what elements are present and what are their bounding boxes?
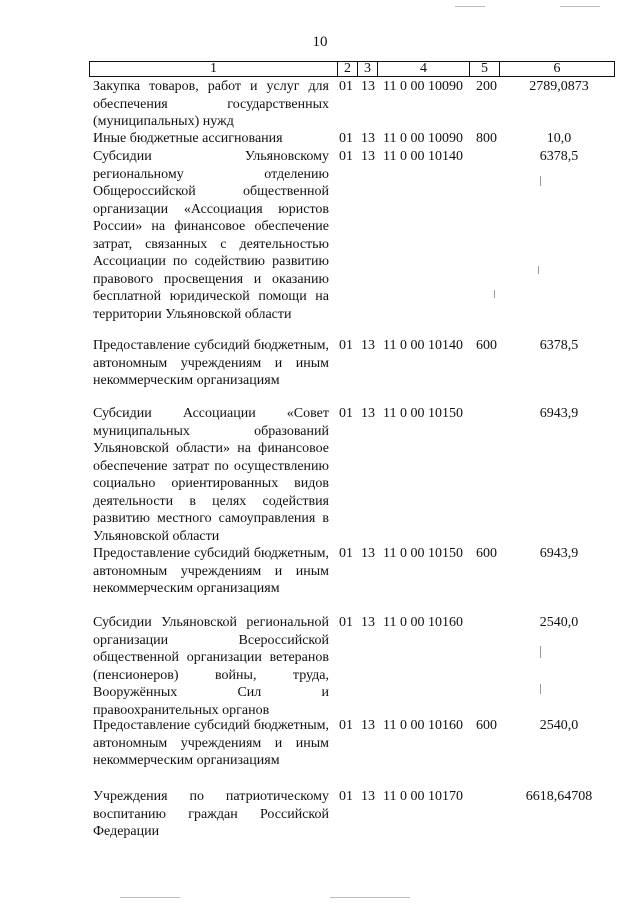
row-name: Субсидии Ассоциации «Совет муниципальных образований Ульяновской области» на финансовое обеспечение затрат по осуществлению социально ориентированных видов деятельности в целях содействия развитию местного самоуправления в Ульяновской области [93,406,329,544]
scan-artifact [560,6,600,7]
row-amount: 6378,5 [539,149,579,164]
row-code-section: 01 [339,338,353,353]
row-code-section: 01 [339,789,353,804]
row-amount: 2789,0873 [529,79,589,94]
row-amount: 6618,64708 [525,789,593,804]
row-code-section: 01 [339,406,353,421]
row-name: Предоставление субсидий бюджетным, автономным учреждениям и иным некоммерческим организациям [93,338,329,388]
scan-artifact [455,6,485,7]
row-name: Закупка товаров, работ и услуг для обеспечения государственных (муниципальных) нужд [93,79,329,129]
row-target-article: 11 0 00 10160 [383,718,463,733]
row-target-article: 11 0 00 10150 [383,546,463,561]
row-target-article: 11 0 00 10090 [383,79,463,94]
row-code-subsection: 13 [361,79,375,94]
row-amount: 6943,9 [539,546,579,561]
row-name: Предоставление субсидий бюджетным, автономным учреждениям и иным некоммерческим организациям [93,546,329,596]
row-name: Иные бюджетные ассигнования [93,131,283,146]
row-name: Субсидии Ульяновской региональной организации Всероссийской общественной организации ветеранов (пенсионеров) войны, труда, Вооружённых Сил и правоохранительных органов [93,615,329,718]
header-col-5: 5 [470,62,500,77]
row-expense-type: 600 [476,338,497,353]
scan-artifact [494,290,495,298]
row-code-section: 01 [339,131,353,146]
row-target-article: 11 0 00 10170 [383,789,463,804]
row-name: Субсидии Ульяновскому региональному отделению Общероссийской общественной организации «Ассоциация юристов России» на финансовое обеспечение затрат, связанных с деятельностью Ассоциации по содействию развитию правового просвещения и оказанию бесплатной юридической помощи на территории Ульяновской области [93,149,329,322]
header-col-6: 6 [500,62,615,77]
row-code-subsection: 13 [361,406,375,421]
row-code-section: 01 [339,79,353,94]
row-name: Учреждения по патриотическому воспитанию граждан Российской Федерации [93,789,329,839]
row-code-section: 01 [339,149,353,164]
row-target-article: 11 0 00 10160 [383,615,463,630]
row-code-subsection: 13 [361,338,375,353]
scan-artifact [538,266,539,274]
row-code-section: 01 [339,718,353,733]
row-code-subsection: 13 [361,546,375,561]
row-amount: 10,0 [546,131,572,146]
row-code-subsection: 13 [361,149,375,164]
row-code-subsection: 13 [361,718,375,733]
row-amount: 2540,0 [539,615,579,630]
page-number: 10 [312,34,328,50]
row-code-section: 01 [339,546,353,561]
header-col-3: 3 [358,62,378,77]
row-target-article: 11 0 00 10140 [383,338,463,353]
header-col-1: 1 [90,62,338,77]
scan-artifact [540,684,541,694]
row-code-section: 01 [339,615,353,630]
row-code-subsection: 13 [361,789,375,804]
header-col-2: 2 [338,62,358,77]
scan-artifact [540,646,541,658]
row-expense-type: 800 [476,131,497,146]
row-expense-type: 600 [476,718,497,733]
row-target-article: 11 0 00 10150 [383,406,463,421]
row-amount: 6943,9 [539,406,579,421]
row-amount: 6378,5 [539,338,579,353]
row-expense-type: 200 [476,79,497,94]
row-expense-type: 600 [476,546,497,561]
row-code-subsection: 13 [361,615,375,630]
scan-artifact [540,176,541,186]
row-target-article: 11 0 00 10090 [383,131,463,146]
row-code-subsection: 13 [361,131,375,146]
row-target-article: 11 0 00 10140 [383,149,463,164]
header-col-4: 4 [378,62,470,77]
row-amount: 2540,0 [539,718,579,733]
scan-artifact [330,897,410,898]
scan-artifact [120,897,180,898]
row-name: Предоставление субсидий бюджетным, автономным учреждениям и иным некоммерческим организациям [93,718,329,768]
